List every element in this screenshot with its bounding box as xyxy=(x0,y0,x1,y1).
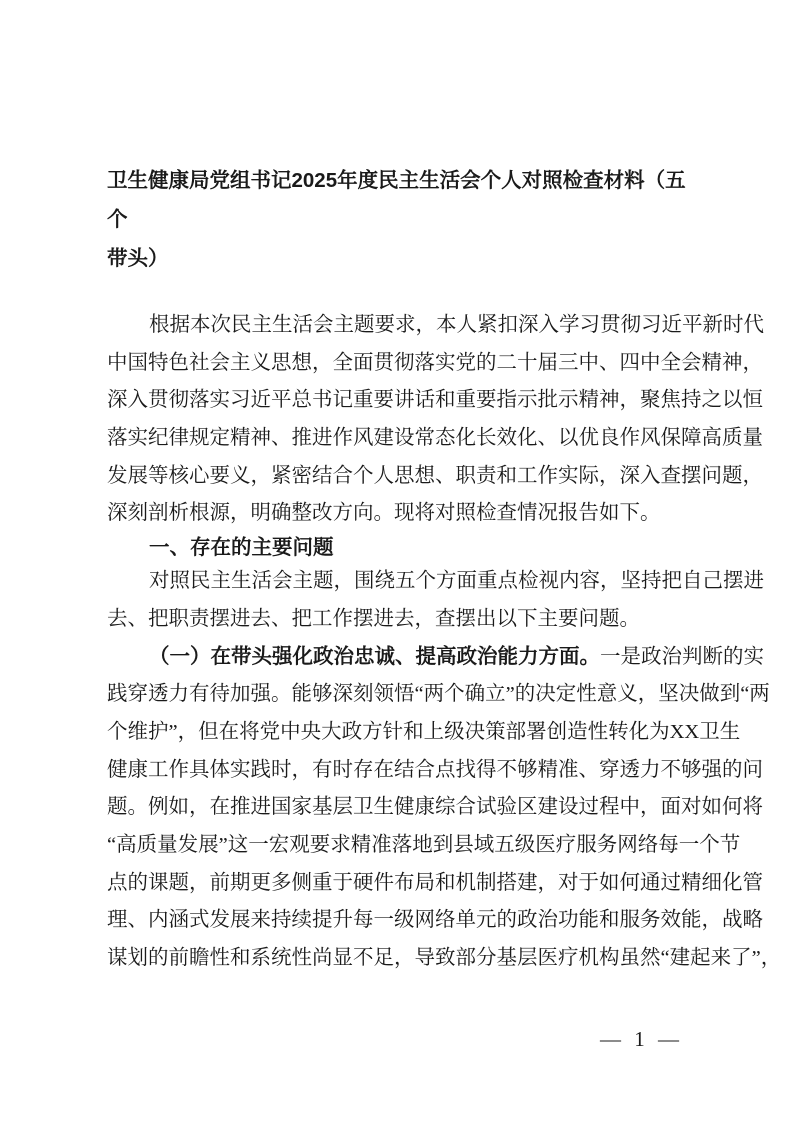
page-number: — 1 — xyxy=(600,1027,683,1051)
text-line: 理、内涵式发展来持续提升每一级网络单元的政治功能和服务效能，战略 xyxy=(107,909,763,932)
subsection-paragraph xyxy=(107,639,782,978)
text-line: 健康工作具体实践时，有时存在结合点找得不够精准、穿透力不够强的问 xyxy=(107,758,763,781)
text-line: 去、把职责摆进去、把工作摆进去，查摆出以下主要问题。 xyxy=(107,607,640,630)
document-body xyxy=(107,307,782,978)
title-line-2: 带头） xyxy=(107,247,169,270)
text-line: 题。例如，在推进国家基层卫生健康综合试验区建设过程中，面对如何将 xyxy=(107,796,763,819)
text-line: 落实纪律规定精神、推进作风建设常态化长效化、以优良作风保障高质量 xyxy=(107,427,763,450)
text-line: “高质量发展”这一宏观要求精准落地到县域五级医疗服务网络每一个节 xyxy=(107,833,741,856)
text-line: 中国特色社会主义思想，全面贯彻落实党的二十届三中、四中全会精神， xyxy=(107,351,763,374)
document-title xyxy=(107,161,700,278)
text-line: 对照民主生活会主题，围绕五个方面重点检视内容，坚持把自己摆进 xyxy=(149,570,764,593)
subsection-heading: （一）在带头强化政治忠诚、提高政治能力方面。 xyxy=(149,645,600,668)
text-line: 点的课题，前期更多侧重于硬件布局和机制搭建，对于如何通过精细化管 xyxy=(107,871,763,894)
text-line: 发展等核心要义，紧密结合个人思想、职责和工作实际，深入查摆问题， xyxy=(107,464,763,487)
text-span: 一是政治判断的实 xyxy=(600,645,764,668)
text-line: 个维护”，但在将党中央大政方针和上级决策部署创造性转化为XX卫生 xyxy=(107,720,741,743)
intro-paragraph xyxy=(107,307,764,533)
text-line: 践穿透力有待加强。能够深刻领悟“两个确立”的决定性意义，坚决做到“两 xyxy=(107,683,770,706)
section-heading: 一、存在的主要问题 xyxy=(149,536,334,560)
text-line: 深入贯彻落实习近平总书记重要讲话和重要指示批示精神，聚焦持之以恒 xyxy=(107,389,763,412)
text-line: 根据本次民主生活会主题要求，本人紧扣深入学习贯彻习近平新时代 xyxy=(149,314,764,336)
title-line-1: 卫生健康局党组书记2025年度民主生活会个人对照检查材料（五个 xyxy=(107,169,686,231)
text-line xyxy=(107,639,764,677)
text-line: 谋划的前瞻性和系统性尚显不足，导致部分基层医疗机构虽然“建起来了”， xyxy=(107,947,782,969)
text-line: 深刻剖析根源，明确整改方向。现将对照检查情况报告如下。 xyxy=(107,502,661,525)
section-intro-paragraph xyxy=(107,563,764,638)
